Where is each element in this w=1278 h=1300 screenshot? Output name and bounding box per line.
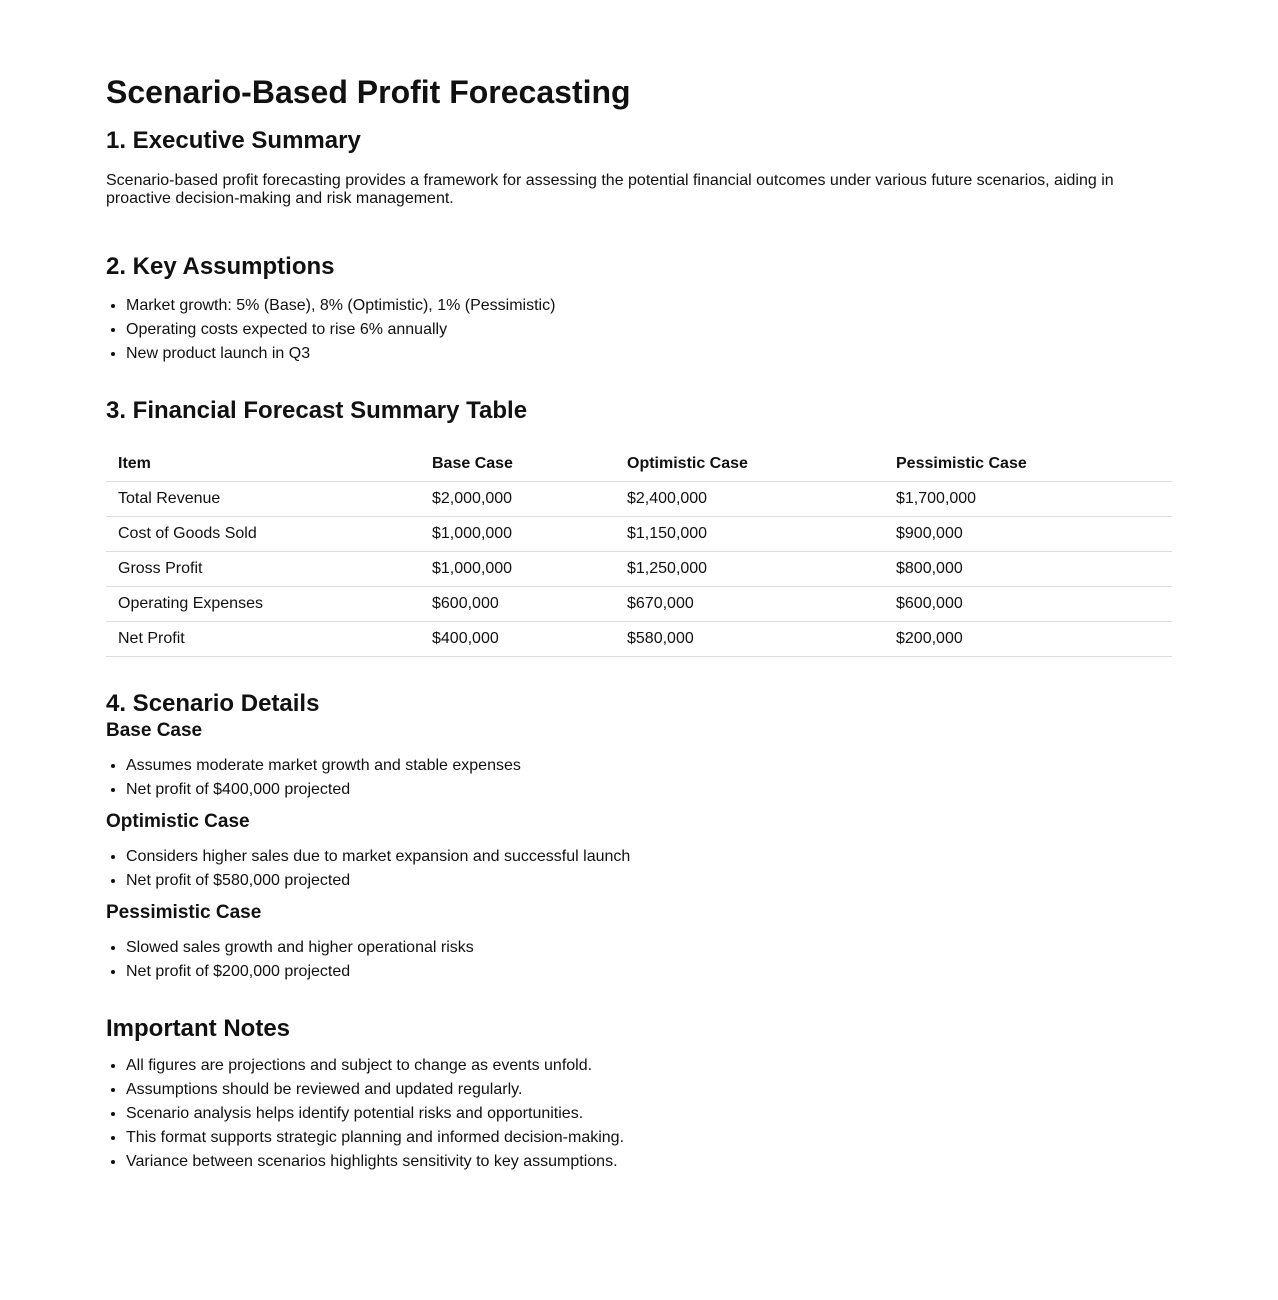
list-item: • This format supports strategic planning and informed decision-making. xyxy=(126,1126,1172,1150)
list-item: • Operating costs expected to rise 6% annually xyxy=(126,318,1172,342)
table-cell: $670,000 xyxy=(615,587,884,622)
case-title-base: Base Case xyxy=(106,720,203,741)
scenario-details-heading: 4. Scenario Details xyxy=(106,690,320,717)
executive-summary-text: Scenario-based profit forecasting provides a framework for assessing the potential financial outcomes under various future scenarios, aiding in proactive decision-making and risk management. xyxy=(106,172,1114,207)
table-cell: $1,150,000 xyxy=(615,517,884,552)
important-notes-section xyxy=(106,1014,1172,1174)
table-cell: $900,000 xyxy=(884,517,1172,552)
forecast-table xyxy=(106,446,1172,657)
table-cell: $1,700,000 xyxy=(884,482,1172,517)
table-row xyxy=(106,587,1172,622)
scenario-details-section xyxy=(106,689,1172,984)
column-header-item: Item xyxy=(106,446,420,482)
list-item: • Net profit of $580,000 projected xyxy=(126,869,1172,893)
page-title: Scenario-Based Profit Forecasting xyxy=(106,74,631,110)
case-list-pessimistic xyxy=(106,936,1172,984)
table-cell: Operating Expenses xyxy=(106,587,420,622)
table-cell: $400,000 xyxy=(420,622,615,657)
list-item: • Assumptions should be reviewed and updated regularly. xyxy=(126,1078,1172,1102)
list-item: • Net profit of $400,000 projected xyxy=(126,778,1172,802)
case-title-pessimistic: Pessimistic Case xyxy=(106,902,262,923)
list-item: • Assumes moderate market growth and stable expenses xyxy=(126,754,1172,778)
table-cell: Cost of Goods Sold xyxy=(106,517,420,552)
list-item: • Net profit of $200,000 projected xyxy=(126,960,1172,984)
key-assumptions-heading: 2. Key Assumptions xyxy=(106,253,335,280)
list-item: • New product launch in Q3 xyxy=(126,342,1172,366)
important-notes-list xyxy=(106,1054,1172,1174)
scenario-case-base xyxy=(106,719,1172,802)
executive-summary-section xyxy=(106,126,1172,208)
table-row xyxy=(106,482,1172,517)
table-cell: $1,250,000 xyxy=(615,552,884,587)
list-item: • Market growth: 5% (Base), 8% (Optimistic), 1% (Pessimistic) xyxy=(126,294,1172,318)
column-header-base-case: Base Case xyxy=(420,446,615,482)
table-cell: $800,000 xyxy=(884,552,1172,587)
list-item: • Slowed sales growth and higher operational risks xyxy=(126,936,1172,960)
table-row xyxy=(106,552,1172,587)
executive-summary-heading: 1. Executive Summary xyxy=(106,127,361,154)
list-item: • Variance between scenarios highlights sensitivity to key assumptions. xyxy=(126,1150,1172,1174)
table-cell: Net Profit xyxy=(106,622,420,657)
scenario-case-optimistic xyxy=(106,810,1172,893)
table-cell: $580,000 xyxy=(615,622,884,657)
important-notes-heading: Important Notes xyxy=(106,1015,291,1042)
table-cell: $600,000 xyxy=(420,587,615,622)
forecast-table-heading: 3. Financial Forecast Summary Table xyxy=(106,397,528,424)
table-cell: $1,000,000 xyxy=(420,552,615,587)
key-assumptions-list xyxy=(106,294,1172,366)
column-header-optimistic-case: Optimistic Case xyxy=(615,446,884,482)
table-header-row xyxy=(106,446,1172,482)
list-item: • Considers higher sales due to market expansion and successful launch xyxy=(126,845,1172,869)
key-assumptions-section xyxy=(106,252,1172,366)
table-cell: Gross Profit xyxy=(106,552,420,587)
column-header-pessimistic-case: Pessimistic Case xyxy=(884,446,1172,482)
table-cell: $2,000,000 xyxy=(420,482,615,517)
table-cell: $600,000 xyxy=(884,587,1172,622)
case-title-optimistic: Optimistic Case xyxy=(106,811,250,832)
case-list-base xyxy=(106,754,1172,802)
table-row xyxy=(106,517,1172,552)
table-cell: $2,400,000 xyxy=(615,482,884,517)
list-item: • All figures are projections and subject to change as events unfold. xyxy=(126,1054,1172,1078)
table-cell: $1,000,000 xyxy=(420,517,615,552)
scenario-case-pessimistic xyxy=(106,901,1172,984)
case-list-optimistic xyxy=(106,845,1172,893)
table-row xyxy=(106,622,1172,657)
list-item: • Scenario analysis helps identify potential risks and opportunities. xyxy=(126,1102,1172,1126)
forecast-table-section xyxy=(106,396,1172,657)
table-cell: Total Revenue xyxy=(106,482,420,517)
table-cell: $200,000 xyxy=(884,622,1172,657)
